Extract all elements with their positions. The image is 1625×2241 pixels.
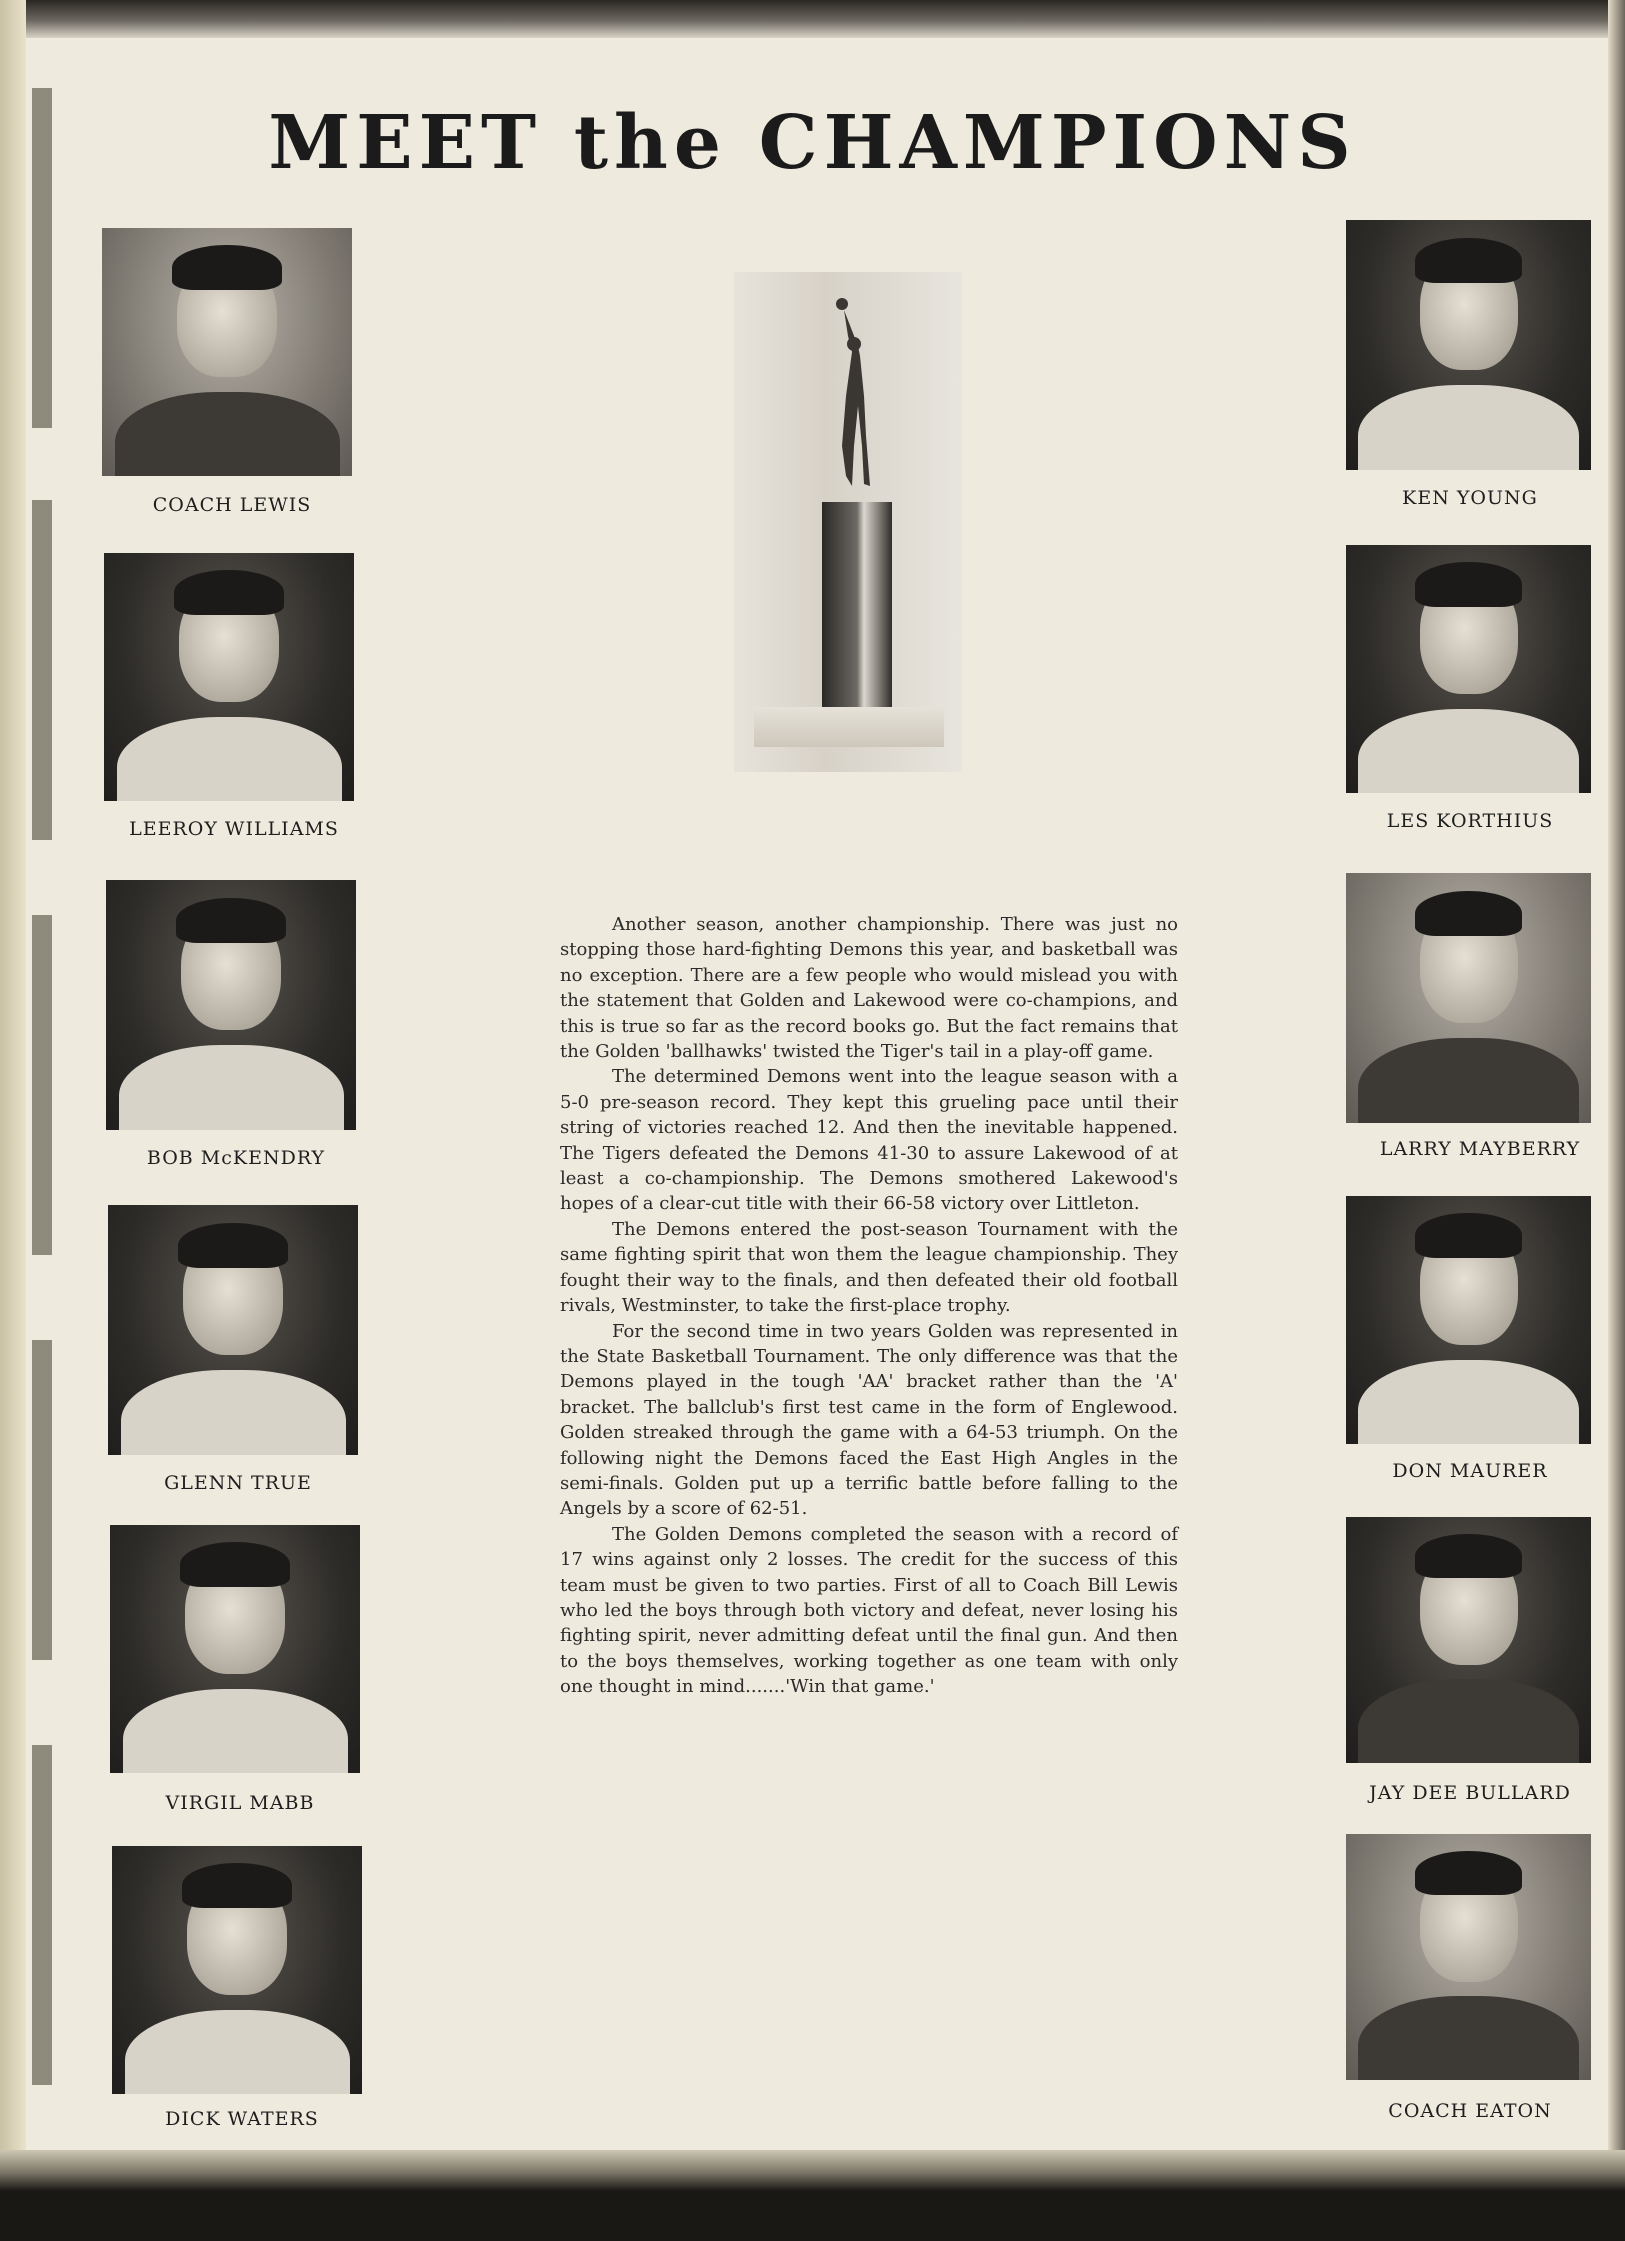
player-name: COACH EATON [1388,2100,1552,2122]
binding-strip [32,1745,52,2085]
right-page-edge [1608,0,1625,2241]
player-photo-glenn-true [108,1205,358,1455]
binding-edge [0,0,26,2241]
player-name: COACH LEWIS [152,494,312,516]
player-photo-jay-dee-bullard [1346,1517,1591,1763]
trophy-photo [734,272,962,772]
binding-strip [32,1340,52,1660]
player-photo-virgil-mabb [110,1525,360,1773]
player-photo-coach-eaton [1346,1834,1591,2080]
player-name: KEN YOUNG [1402,487,1538,509]
player-photo-ken-young [1346,220,1591,470]
player-name: LES KORTHIUS [1386,810,1554,832]
player-name: DON MAURER [1392,1460,1548,1482]
player-photo-dick-waters [112,1846,362,2094]
trophy-figure [832,296,872,501]
article-paragraph: For the second time in two years Golden was represented in the State Basketball Tournament. The only difference was that the Demons played in the tough 'AA' bracket rather than the 'A' bracket. The ballclub's first test came in the form of Englewood. Golden streaked through the game with a 64-53 triumph. On the following night the Demons faced the East High Angles in the semi-finals. Golden put up a terrific battle before falling to the Angels by a score of 62-51. [560,1320,1178,1520]
player-photo-bob-mckendry [106,880,356,1130]
bottom-page-border [0,2150,1625,2241]
player-photo-larry-mayberry [1346,873,1591,1123]
binding-strip [32,915,52,1255]
player-name: GLENN TRUE [164,1472,312,1494]
player-name: JAY DEE BULLARD [1369,1782,1571,1804]
player-photo-leeroy-williams [104,553,354,801]
player-name: VIRGIL MABB [165,1792,315,1814]
player-name: BOB McKENDRY [146,1147,326,1169]
article-paragraph: Another season, another championship. There was just no stopping those hard-fighting Demons this year, and basketball was no exception. There are a few people who would mislead you with the statement that Golden and Lakewood were co-champions, and this is true so far as the record books go. But the fact remains that the Golden 'ballhawks' twisted the Tiger's tail in a play-off game. [560,914,1178,1063]
top-page-border [0,0,1625,38]
player-name: LEEROY WILLIAMS [129,818,339,840]
article-text [560,912,1178,1700]
player-name: DICK WATERS [165,2108,319,2130]
player-name: LARRY MAYBERRY [1379,1138,1581,1160]
article-paragraph: The Demons entered the post-season Tournament with the same fighting spirit that won them the league championship. They fought their way to the finals, and then defeated their old football rivals, Westminster, to take the first-place trophy. [560,1218,1178,1317]
article-paragraph: The determined Demons went into the league season with a 5-0 pre-season record. They kept this grueling pace until their string of victories reached 12. And then the inevitable happened. The Tigers defeated the Demons 41-30 to assure Lakewood of at least a co-championship. The Demons smothered Lakewood's hopes of a clear-cut title with their 66-58 victory over Littleton. [560,1066,1178,1215]
page-title: MEET the CHAMPIONS [268,100,1357,186]
player-photo-coach-lewis [102,228,352,476]
binding-strip [32,500,52,840]
article-paragraph: The Golden Demons completed the season with a record of 17 wins against only 2 losses. The credit for the success of this team must be given to two parties. First of all to Coach Bill Lewis who led the boys through both victory and defeat, never losing his fighting spirit, never admitting defeat until the final gun. And then to the boys themselves, working together as one team with only one thought in mind.......'Win that game.' [560,1523,1178,1698]
player-photo-les-korthius [1346,545,1591,793]
player-photo-don-maurer [1346,1196,1591,1444]
